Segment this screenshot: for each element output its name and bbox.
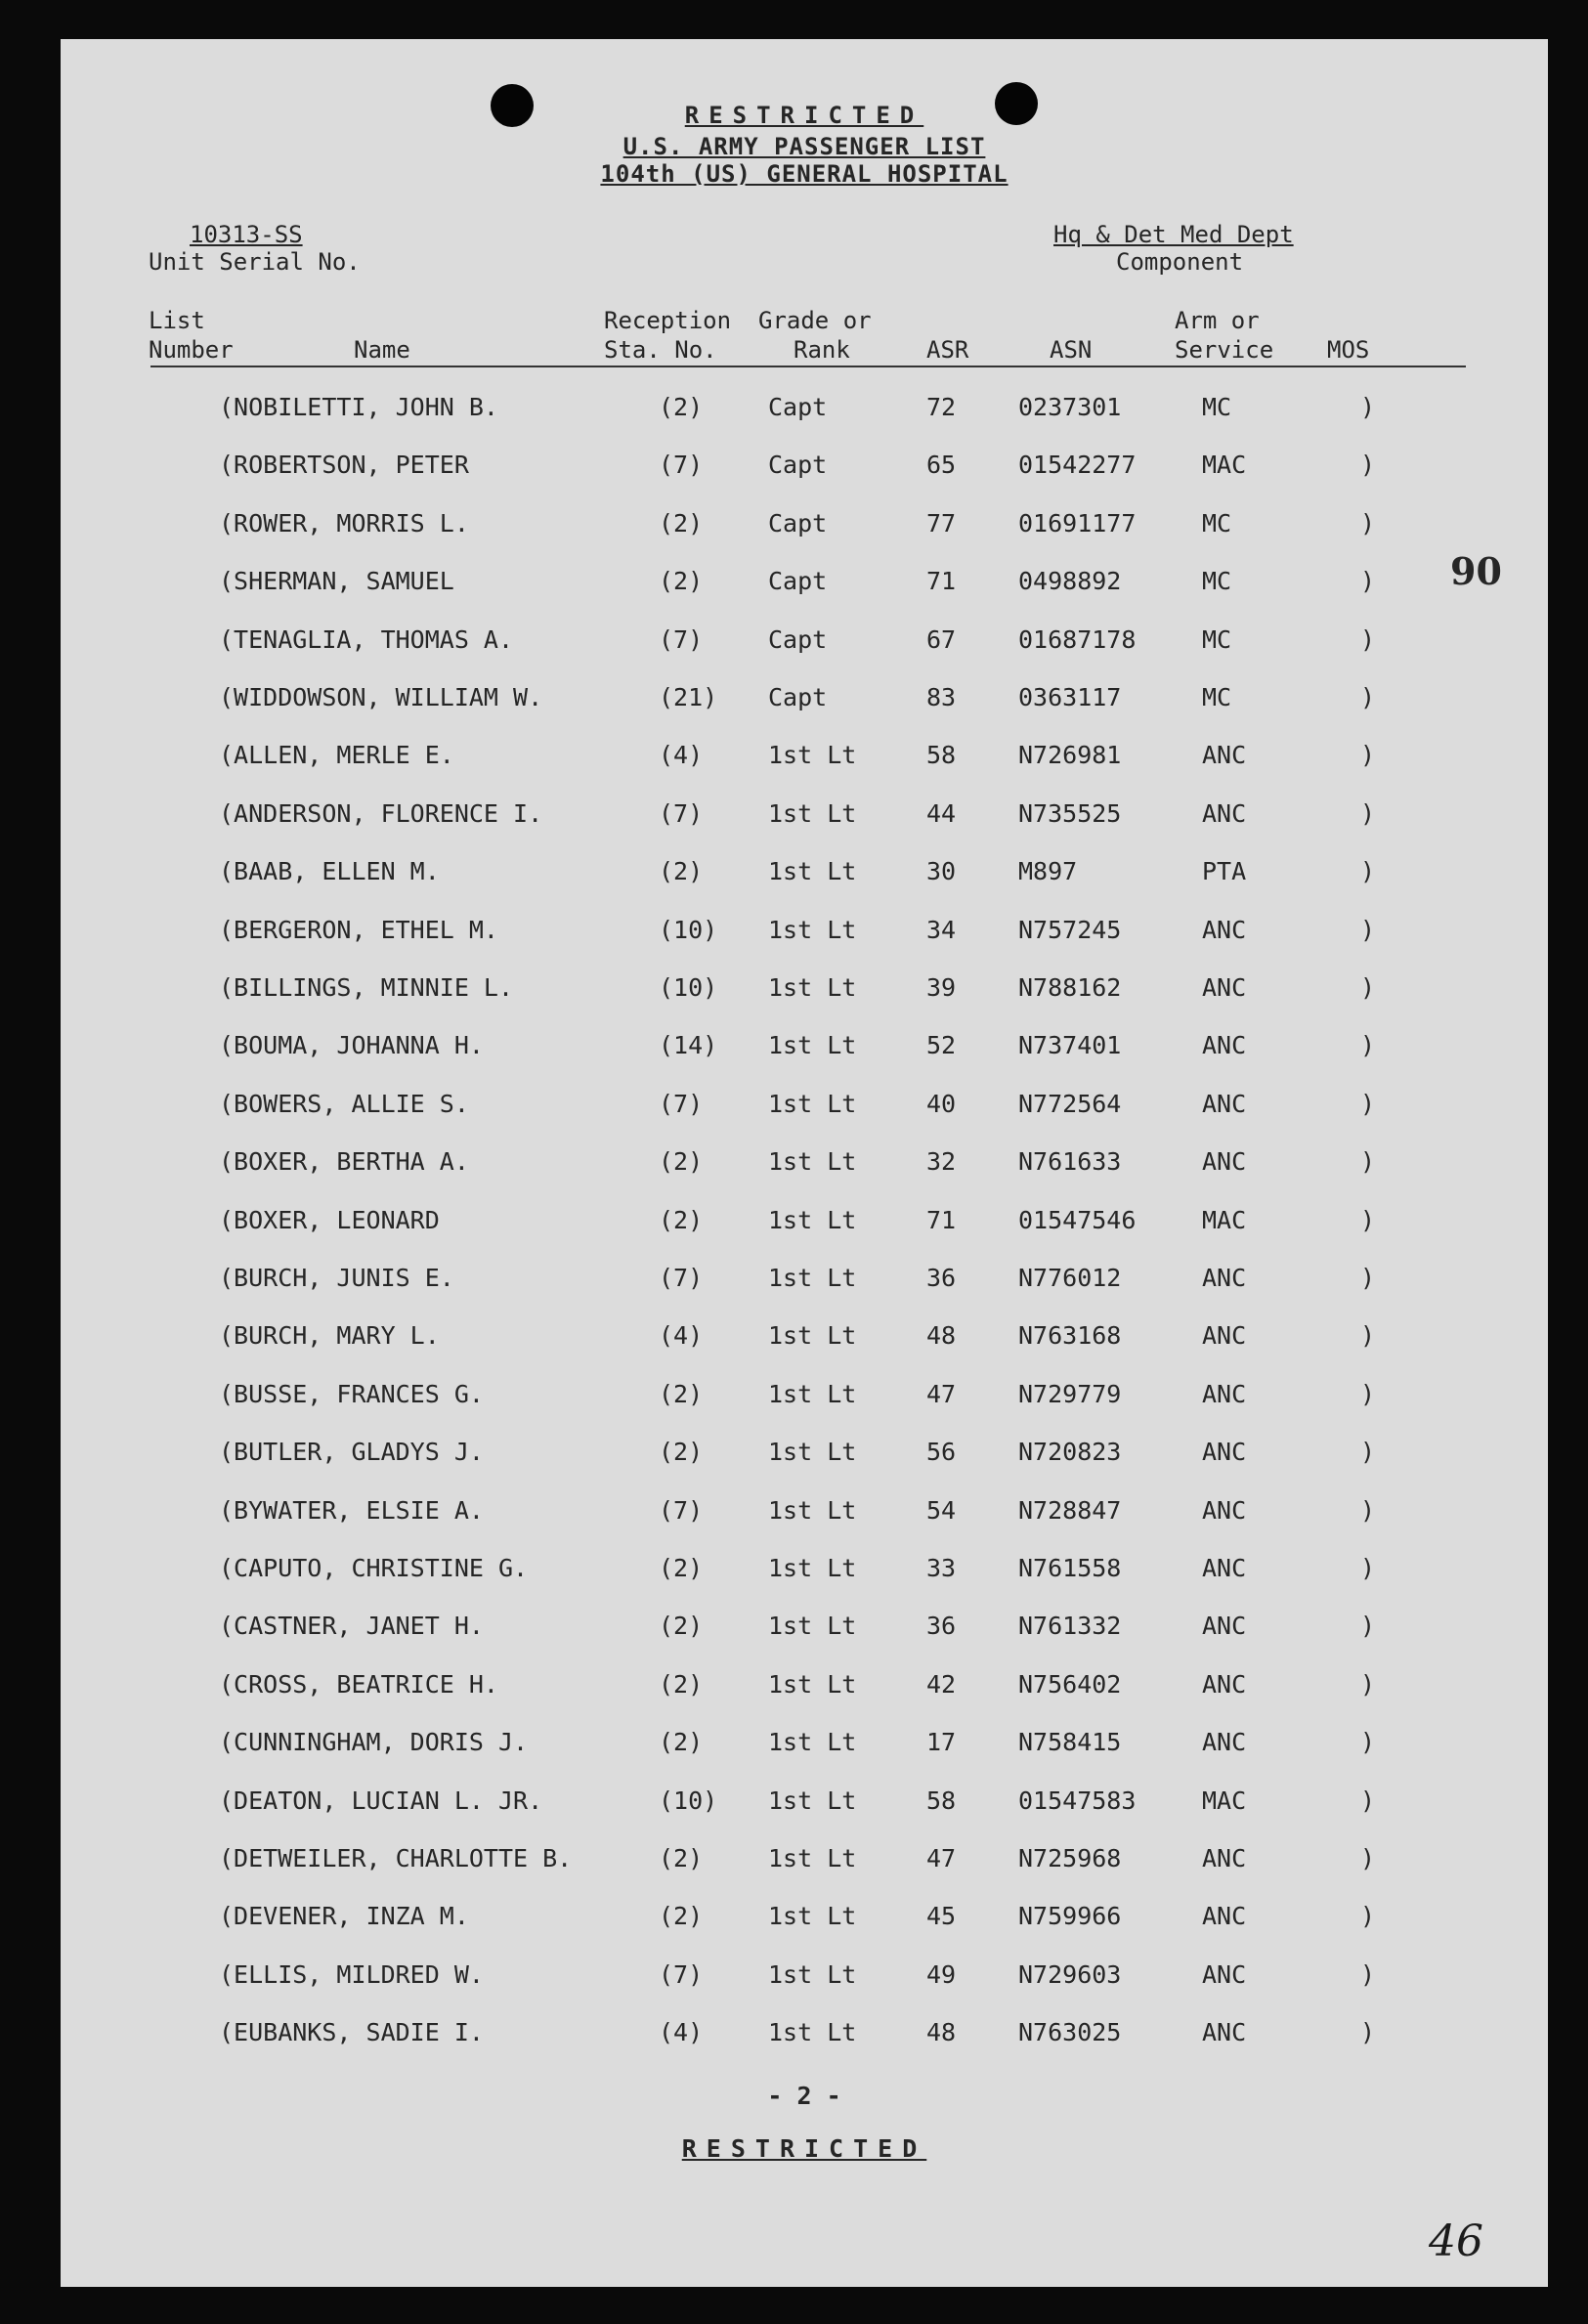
cell-asn: N757245 xyxy=(1018,915,1122,944)
table-row xyxy=(61,1554,1548,1593)
cell-sta: (7) xyxy=(659,1264,704,1292)
cell-grade: 1st Lt xyxy=(768,1844,857,1872)
col-asn: ASN xyxy=(1050,336,1093,364)
cell-name: (CAPUTO, CHRISTINE G. xyxy=(219,1554,529,1582)
cell-name: (ELLIS, MILDRED W. xyxy=(219,1959,484,1989)
cell-arm: MC xyxy=(1202,567,1232,596)
cell-grade: 1st Lt xyxy=(768,1728,857,1757)
cell-asr: 56 xyxy=(926,1438,957,1467)
cell-mos: ) xyxy=(1360,508,1376,538)
cell-arm: MAC xyxy=(1202,451,1247,480)
cell-mos: ) xyxy=(1360,393,1376,421)
table-row xyxy=(61,625,1548,665)
cell-arm: ANC xyxy=(1202,1089,1247,1118)
table-row xyxy=(61,1438,1548,1477)
col-mos: MOS xyxy=(1327,336,1370,364)
table-row xyxy=(61,1960,1548,2000)
col-arm-line1: Arm or xyxy=(1175,307,1260,334)
table-row xyxy=(61,567,1548,606)
cell-arm: ANC xyxy=(1202,973,1247,1002)
cell-name: (DEVENER, INZA M. xyxy=(219,1902,469,1931)
cell-grade: 1st Lt xyxy=(768,1959,857,1989)
cell-sta: (10) xyxy=(659,973,718,1002)
cell-asr: 58 xyxy=(926,1786,957,1815)
cell-asn: 01547546 xyxy=(1018,1205,1137,1234)
cell-arm: PTA xyxy=(1202,857,1247,886)
component-label: Component xyxy=(1116,248,1244,276)
cell-mos: ) xyxy=(1360,683,1376,711)
cell-asr: 52 xyxy=(926,1031,957,1060)
cell-asr: 34 xyxy=(926,915,957,944)
cell-sta: (10) xyxy=(659,915,718,944)
col-arm-line2: Service xyxy=(1175,336,1274,364)
cell-sta: (2) xyxy=(659,1205,704,1234)
cell-grade: Capt xyxy=(768,683,828,711)
cell-name: (DETWEILER, CHARLOTTE B. xyxy=(219,1844,573,1872)
cell-grade: 1st Lt xyxy=(768,2018,857,2047)
cell-arm: ANC xyxy=(1202,2018,1247,2047)
table-row xyxy=(61,451,1548,490)
col-name: Name xyxy=(354,336,410,364)
cell-asr: 72 xyxy=(926,393,957,421)
cell-asn: 0363117 xyxy=(1018,683,1122,711)
cell-sta: (7) xyxy=(659,451,704,480)
table-row xyxy=(61,799,1548,839)
cell-arm: ANC xyxy=(1202,1264,1247,1292)
cell-asn: N772564 xyxy=(1018,1089,1122,1118)
table-row xyxy=(61,1321,1548,1360)
cell-grade: 1st Lt xyxy=(768,915,857,944)
cell-arm: ANC xyxy=(1202,1728,1247,1757)
cell-sta: (2) xyxy=(659,857,704,886)
cell-arm: MAC xyxy=(1202,1205,1247,1234)
cell-grade: 1st Lt xyxy=(768,1669,857,1699)
cell-sta: (2) xyxy=(659,1554,704,1582)
cell-sta: (21) xyxy=(659,683,718,711)
cell-asn: N759966 xyxy=(1018,1902,1122,1931)
cell-grade: 1st Lt xyxy=(768,857,857,886)
cell-asr: 71 xyxy=(926,567,957,596)
hospital-title: 104th (US) GENERAL HOSPITAL xyxy=(600,160,1009,188)
cell-arm: ANC xyxy=(1202,1321,1247,1351)
cell-sta: (7) xyxy=(659,1959,704,1989)
cell-asr: 48 xyxy=(926,1321,957,1351)
col-list-line2: Number xyxy=(149,336,234,364)
cell-grade: 1st Lt xyxy=(768,798,857,828)
cell-asr: 48 xyxy=(926,2018,957,2047)
table-row xyxy=(61,683,1548,722)
cell-arm: MC xyxy=(1202,393,1232,421)
cell-sta: (2) xyxy=(659,1147,704,1177)
unit-serial-value: 10313-SS xyxy=(190,221,303,248)
cell-arm: ANC xyxy=(1202,1379,1247,1408)
cell-asr: 36 xyxy=(926,1612,957,1641)
table-row xyxy=(61,1902,1548,1941)
table-row xyxy=(61,1612,1548,1651)
cell-sta: (7) xyxy=(659,1089,704,1118)
col-grade-line1: Grade or xyxy=(758,307,872,334)
col-grade-line2: Rank xyxy=(794,336,850,364)
cell-asn: 0498892 xyxy=(1018,567,1122,596)
cell-mos: ) xyxy=(1360,1147,1376,1177)
cell-name: (SHERMAN, SAMUEL xyxy=(219,567,454,596)
cell-name: (EUBANKS, SADIE I. xyxy=(219,2018,484,2047)
cell-mos: ) xyxy=(1360,1264,1376,1292)
cell-arm: ANC xyxy=(1202,915,1247,944)
cell-sta: (7) xyxy=(659,1495,704,1525)
table-row xyxy=(61,1206,1548,1245)
cell-asn: N763168 xyxy=(1018,1321,1122,1351)
cell-asr: 32 xyxy=(926,1147,957,1177)
table-row xyxy=(61,1728,1548,1767)
cell-arm: ANC xyxy=(1202,1669,1247,1699)
table-row xyxy=(61,1147,1548,1186)
cell-grade: 1st Lt xyxy=(768,1902,857,1931)
cell-sta: (2) xyxy=(659,1379,704,1408)
table-row xyxy=(61,973,1548,1012)
cell-asn: 01547583 xyxy=(1018,1786,1137,1815)
cell-asr: 36 xyxy=(926,1264,957,1292)
cell-sta: (2) xyxy=(659,1844,704,1872)
cell-mos: ) xyxy=(1360,1554,1376,1582)
cell-sta: (4) xyxy=(659,2018,704,2047)
cell-asn: N788162 xyxy=(1018,973,1122,1002)
cell-mos: ) xyxy=(1360,1844,1376,1872)
table-row xyxy=(61,2018,1548,2057)
cell-sta: (2) xyxy=(659,508,704,538)
table-row xyxy=(61,1844,1548,1883)
cell-asr: 71 xyxy=(926,1205,957,1234)
table-row xyxy=(61,1496,1548,1535)
cell-mos: ) xyxy=(1360,1959,1376,1989)
cell-arm: ANC xyxy=(1202,798,1247,828)
cell-grade: 1st Lt xyxy=(768,1147,857,1177)
cell-name: (BURCH, MARY L. xyxy=(219,1321,440,1351)
cell-name: (ANDERSON, FLORENCE I. xyxy=(219,798,543,828)
cell-asn: N763025 xyxy=(1018,2018,1122,2047)
cell-mos: ) xyxy=(1360,1786,1376,1815)
cell-mos: ) xyxy=(1360,2018,1376,2047)
cell-asn: 01687178 xyxy=(1018,624,1137,654)
cell-name: (BUTLER, GLADYS J. xyxy=(219,1438,484,1467)
cell-asn: N758415 xyxy=(1018,1728,1122,1757)
cell-sta: (2) xyxy=(659,1438,704,1467)
cell-sta: (7) xyxy=(659,624,704,654)
cell-asr: 39 xyxy=(926,973,957,1002)
cell-grade: Capt xyxy=(768,451,828,480)
cell-asn: N726981 xyxy=(1018,741,1122,770)
cell-arm: MC xyxy=(1202,624,1232,654)
cell-name: (BOWERS, ALLIE S. xyxy=(219,1089,469,1118)
cell-asr: 42 xyxy=(926,1669,957,1699)
table-row xyxy=(61,1670,1548,1709)
cell-mos: ) xyxy=(1360,857,1376,886)
component-value: Hq & Det Med Dept xyxy=(1053,221,1294,248)
table-row xyxy=(61,1786,1548,1826)
table-row xyxy=(61,393,1548,432)
cell-sta: (2) xyxy=(659,1612,704,1641)
unit-serial-label: Unit Serial No. xyxy=(149,248,361,276)
cell-mos: ) xyxy=(1360,1902,1376,1931)
cell-asn: N776012 xyxy=(1018,1264,1122,1292)
cell-name: (BOUMA, JOHANNA H. xyxy=(219,1031,484,1060)
cell-asr: 45 xyxy=(926,1902,957,1931)
cell-asr: 44 xyxy=(926,798,957,828)
cell-name: (BUSSE, FRANCES G. xyxy=(219,1379,484,1408)
cell-grade: 1st Lt xyxy=(768,1438,857,1467)
cell-mos: ) xyxy=(1360,1379,1376,1408)
cell-grade: 1st Lt xyxy=(768,1321,857,1351)
table-row xyxy=(61,1380,1548,1419)
restricted-header: RESTRICTED xyxy=(684,102,924,129)
cell-mos: ) xyxy=(1360,1495,1376,1525)
cell-name: (BERGERON, ETHEL M. xyxy=(219,915,498,944)
cell-grade: 1st Lt xyxy=(768,1379,857,1408)
cell-asn: N720823 xyxy=(1018,1438,1122,1467)
cell-mos: ) xyxy=(1360,624,1376,654)
side-number: 90 xyxy=(1450,549,1502,593)
cell-name: (BOXER, BERTHA A. xyxy=(219,1147,469,1177)
cell-mos: ) xyxy=(1360,1089,1376,1118)
cell-sta: (14) xyxy=(659,1031,718,1060)
cell-arm: ANC xyxy=(1202,1495,1247,1525)
cell-grade: 1st Lt xyxy=(768,1089,857,1118)
cell-grade: Capt xyxy=(768,393,828,421)
handwritten-page-number: 46 xyxy=(1429,2216,1483,2266)
cell-grade: 1st Lt xyxy=(768,1786,857,1815)
cell-mos: ) xyxy=(1360,915,1376,944)
cell-mos: ) xyxy=(1360,1669,1376,1699)
cell-mos: ) xyxy=(1360,973,1376,1002)
cell-asn: N761332 xyxy=(1018,1612,1122,1641)
cell-name: (BILLINGS, MINNIE L. xyxy=(219,973,514,1002)
cell-grade: 1st Lt xyxy=(768,741,857,770)
cell-asr: 47 xyxy=(926,1379,957,1408)
cell-asr: 67 xyxy=(926,624,957,654)
cell-sta: (2) xyxy=(659,1902,704,1931)
cell-name: (BYWATER, ELSIE A. xyxy=(219,1495,484,1525)
cell-grade: 1st Lt xyxy=(768,973,857,1002)
cell-name: (BURCH, JUNIS E. xyxy=(219,1264,454,1292)
cell-asr: 65 xyxy=(926,451,957,480)
cell-asn: N761633 xyxy=(1018,1147,1122,1177)
cell-asr: 30 xyxy=(926,857,957,886)
cell-name: (BOXER, LEONARD xyxy=(219,1205,440,1234)
cell-arm: ANC xyxy=(1202,1844,1247,1872)
cell-grade: Capt xyxy=(768,624,828,654)
cell-mos: ) xyxy=(1360,1728,1376,1757)
cell-asn: N761558 xyxy=(1018,1554,1122,1582)
cell-grade: 1st Lt xyxy=(768,1554,857,1582)
cell-asr: 83 xyxy=(926,683,957,711)
list-title: U.S. ARMY PASSENGER LIST xyxy=(622,133,986,160)
cell-name: (WIDDOWSON, WILLIAM W. xyxy=(219,683,543,711)
cell-arm: MC xyxy=(1202,508,1232,538)
cell-name: (DEATON, LUCIAN L. JR. xyxy=(219,1786,543,1815)
cell-grade: Capt xyxy=(768,567,828,596)
cell-asn: N725968 xyxy=(1018,1844,1122,1872)
cell-sta: (10) xyxy=(659,1786,718,1815)
cell-grade: 1st Lt xyxy=(768,1031,857,1060)
cell-name: (ALLEN, MERLE E. xyxy=(219,741,454,770)
cell-name: (BAAB, ELLEN M. xyxy=(219,857,440,886)
cell-mos: ) xyxy=(1360,1321,1376,1351)
restricted-footer: RESTRICTED xyxy=(681,2134,927,2163)
cell-name: (ROWER, MORRIS L. xyxy=(219,508,469,538)
cell-name: (TENAGLIA, THOMAS A. xyxy=(219,624,514,654)
cell-name: (CASTNER, JANET H. xyxy=(219,1612,484,1641)
cell-asn: N756402 xyxy=(1018,1669,1122,1699)
cell-asr: 47 xyxy=(926,1844,957,1872)
cell-sta: (2) xyxy=(659,1728,704,1757)
cell-asr: 17 xyxy=(926,1728,957,1757)
table-row xyxy=(61,1264,1548,1303)
col-asr: ASR xyxy=(926,336,969,364)
cell-sta: (7) xyxy=(659,798,704,828)
cell-arm: ANC xyxy=(1202,1902,1247,1931)
cell-mos: ) xyxy=(1360,567,1376,596)
cell-asn: N737401 xyxy=(1018,1031,1122,1060)
cell-asn: 01542277 xyxy=(1018,451,1137,480)
table-row xyxy=(61,1031,1548,1070)
page-number: - 2 - xyxy=(767,2082,841,2110)
cell-mos: ) xyxy=(1360,1031,1376,1060)
cell-sta: (2) xyxy=(659,393,704,421)
cell-name: (ROBERTSON, PETER xyxy=(219,451,469,480)
cell-arm: ANC xyxy=(1202,1554,1247,1582)
cell-asn: 0237301 xyxy=(1018,393,1122,421)
cell-mos: ) xyxy=(1360,451,1376,480)
table-row xyxy=(61,509,1548,548)
cell-grade: 1st Lt xyxy=(768,1612,857,1641)
cell-mos: ) xyxy=(1360,741,1376,770)
table-row xyxy=(61,741,1548,780)
cell-mos: ) xyxy=(1360,798,1376,828)
cell-name: (CROSS, BEATRICE H. xyxy=(219,1669,498,1699)
cell-asn: M897 xyxy=(1018,857,1078,886)
cell-sta: (2) xyxy=(659,567,704,596)
cell-name: (NOBILETTI, JOHN B. xyxy=(219,393,498,421)
cell-asr: 33 xyxy=(926,1554,957,1582)
document-page xyxy=(61,39,1548,2287)
cell-sta: (4) xyxy=(659,741,704,770)
cell-arm: ANC xyxy=(1202,1612,1247,1641)
cell-sta: (4) xyxy=(659,1321,704,1351)
cell-grade: Capt xyxy=(768,508,828,538)
cell-mos: ) xyxy=(1360,1612,1376,1641)
cell-asn: N729603 xyxy=(1018,1959,1122,1989)
col-reception-line1: Reception xyxy=(604,307,732,334)
cell-mos: ) xyxy=(1360,1438,1376,1467)
cell-asr: 54 xyxy=(926,1495,957,1525)
cell-arm: ANC xyxy=(1202,1959,1247,1989)
cell-asn: N735525 xyxy=(1018,798,1122,828)
cell-asn: 01691177 xyxy=(1018,508,1137,538)
cell-arm: ANC xyxy=(1202,1147,1247,1177)
cell-arm: ANC xyxy=(1202,1031,1247,1060)
cell-asr: 40 xyxy=(926,1089,957,1118)
cell-asr: 58 xyxy=(926,741,957,770)
cell-mos: ) xyxy=(1360,1205,1376,1234)
col-reception-line2: Sta. No. xyxy=(604,336,717,364)
cell-sta: (2) xyxy=(659,1669,704,1699)
cell-asr: 49 xyxy=(926,1959,957,1989)
cell-grade: 1st Lt xyxy=(768,1495,857,1525)
cell-grade: 1st Lt xyxy=(768,1205,857,1234)
cell-arm: ANC xyxy=(1202,741,1247,770)
cell-arm: MAC xyxy=(1202,1786,1247,1815)
table-row xyxy=(61,1090,1548,1129)
cell-asn: N728847 xyxy=(1018,1495,1122,1525)
cell-grade: 1st Lt xyxy=(768,1264,857,1292)
cell-name: (CUNNINGHAM, DORIS J. xyxy=(219,1728,529,1757)
cell-arm: MC xyxy=(1202,683,1232,711)
header-rule xyxy=(150,366,1466,367)
table-row xyxy=(61,857,1548,896)
table-row xyxy=(61,916,1548,955)
col-list-line1: List xyxy=(149,307,205,334)
cell-asn: N729779 xyxy=(1018,1379,1122,1408)
cell-asr: 77 xyxy=(926,508,957,538)
cell-arm: ANC xyxy=(1202,1438,1247,1467)
